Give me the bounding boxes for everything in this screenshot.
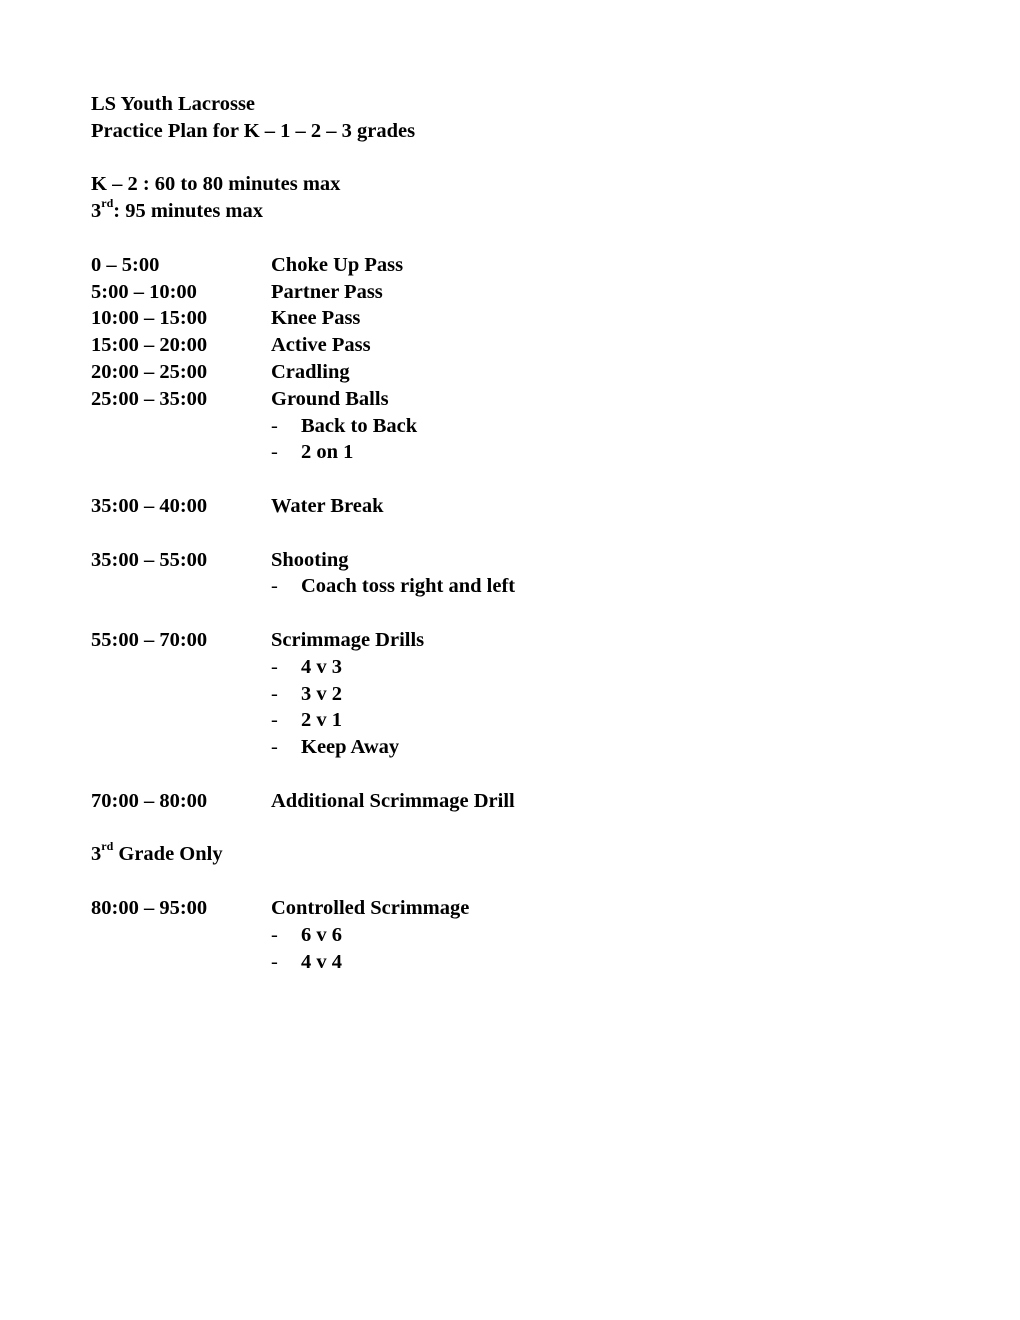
dash-bullet: - bbox=[271, 414, 278, 437]
dash-bullet: - bbox=[271, 709, 278, 732]
spacer bbox=[91, 600, 951, 627]
schedule-row bbox=[91, 332, 951, 359]
time-range: 35:00 – 55:00 bbox=[91, 548, 208, 571]
third-grade-heading-text: Grade Only bbox=[113, 843, 223, 866]
dash-bullet: - bbox=[271, 923, 278, 946]
dash-bullet: - bbox=[271, 682, 278, 705]
schedule-row bbox=[91, 547, 951, 574]
activity: Scrimmage Drills bbox=[271, 628, 425, 651]
sub-item-text: Back to Back bbox=[301, 414, 418, 437]
third-grade-heading-number: 3 bbox=[91, 843, 102, 866]
activity: Cradling bbox=[271, 360, 350, 383]
activity: Knee Pass bbox=[271, 307, 361, 330]
sub-item bbox=[91, 681, 951, 708]
sub-item bbox=[91, 734, 951, 761]
schedule-row bbox=[91, 788, 951, 815]
spacer bbox=[91, 520, 951, 547]
sub-item bbox=[91, 922, 951, 949]
schedule-row bbox=[91, 305, 951, 332]
time-range: 35:00 – 40:00 bbox=[91, 494, 208, 517]
sub-item-text: 6 v 6 bbox=[301, 923, 342, 946]
sub-item bbox=[91, 949, 951, 976]
activity: Active Pass bbox=[271, 334, 371, 357]
time-range: 70:00 – 80:00 bbox=[91, 789, 208, 812]
spacer bbox=[91, 815, 951, 842]
sub-item-text: 4 v 3 bbox=[301, 655, 342, 678]
document-title: LS Youth Lacrosse bbox=[91, 93, 256, 115]
dash-bullet: - bbox=[271, 575, 278, 598]
time-range: 20:00 – 25:00 bbox=[91, 360, 208, 383]
sub-item bbox=[91, 413, 951, 440]
dash-bullet: - bbox=[271, 655, 278, 678]
schedule-row bbox=[91, 627, 951, 654]
activity: Additional Scrimmage Drill bbox=[271, 789, 515, 812]
schedule-row bbox=[91, 895, 951, 922]
third-grade-heading-ordinal: rd bbox=[101, 839, 114, 854]
time-range: 55:00 – 70:00 bbox=[91, 628, 208, 651]
sub-item-text: 4 v 4 bbox=[301, 950, 342, 973]
time-range: 5:00 – 10:00 bbox=[91, 280, 197, 303]
spacer bbox=[91, 761, 951, 788]
third-grade-duration-text: : 95 minutes max bbox=[113, 200, 264, 223]
k2-duration: K – 2 : 60 to 80 minutes max bbox=[91, 173, 341, 196]
spacer bbox=[91, 145, 951, 172]
third-grade-number: 3 bbox=[91, 200, 102, 223]
sub-item bbox=[91, 707, 951, 734]
dash-bullet: - bbox=[271, 441, 278, 464]
activity: Ground Balls bbox=[271, 387, 389, 410]
schedule-row bbox=[91, 279, 951, 306]
time-range: 80:00 – 95:00 bbox=[91, 896, 208, 919]
sub-item-text: 2 on 1 bbox=[301, 441, 354, 464]
sub-item-text: Coach toss right and left bbox=[301, 575, 516, 598]
sub-item bbox=[91, 654, 951, 681]
practice-plan-document bbox=[91, 91, 951, 975]
third-grade-duration bbox=[91, 198, 951, 225]
time-range: 0 – 5:00 bbox=[91, 253, 160, 276]
activity: Partner Pass bbox=[271, 280, 383, 303]
sub-item bbox=[91, 573, 951, 600]
activity: Shooting bbox=[271, 548, 349, 571]
third-grade-heading bbox=[91, 841, 951, 868]
time-range: 25:00 – 35:00 bbox=[91, 387, 208, 410]
time-range: 10:00 – 15:00 bbox=[91, 307, 208, 330]
dash-bullet: - bbox=[271, 736, 278, 759]
document-subtitle: Practice Plan for K – 1 – 2 – 3 grades bbox=[91, 119, 416, 142]
time-range: 15:00 – 20:00 bbox=[91, 334, 208, 357]
sub-item-text: 2 v 1 bbox=[301, 709, 342, 732]
spacer bbox=[91, 868, 951, 895]
sub-item bbox=[91, 439, 951, 466]
schedule-row bbox=[91, 252, 951, 279]
activity: Controlled Scrimmage bbox=[271, 896, 470, 919]
schedule-row bbox=[91, 386, 951, 413]
sub-item-text: 3 v 2 bbox=[301, 682, 342, 705]
schedule-row bbox=[91, 493, 951, 520]
activity: Choke Up Pass bbox=[271, 253, 404, 276]
activity: Water Break bbox=[271, 494, 384, 517]
spacer bbox=[91, 466, 951, 493]
dash-bullet: - bbox=[271, 950, 278, 973]
spacer bbox=[91, 225, 951, 252]
schedule-row bbox=[91, 359, 951, 386]
third-grade-ordinal: rd bbox=[101, 196, 114, 211]
sub-item-text: Keep Away bbox=[301, 736, 400, 759]
